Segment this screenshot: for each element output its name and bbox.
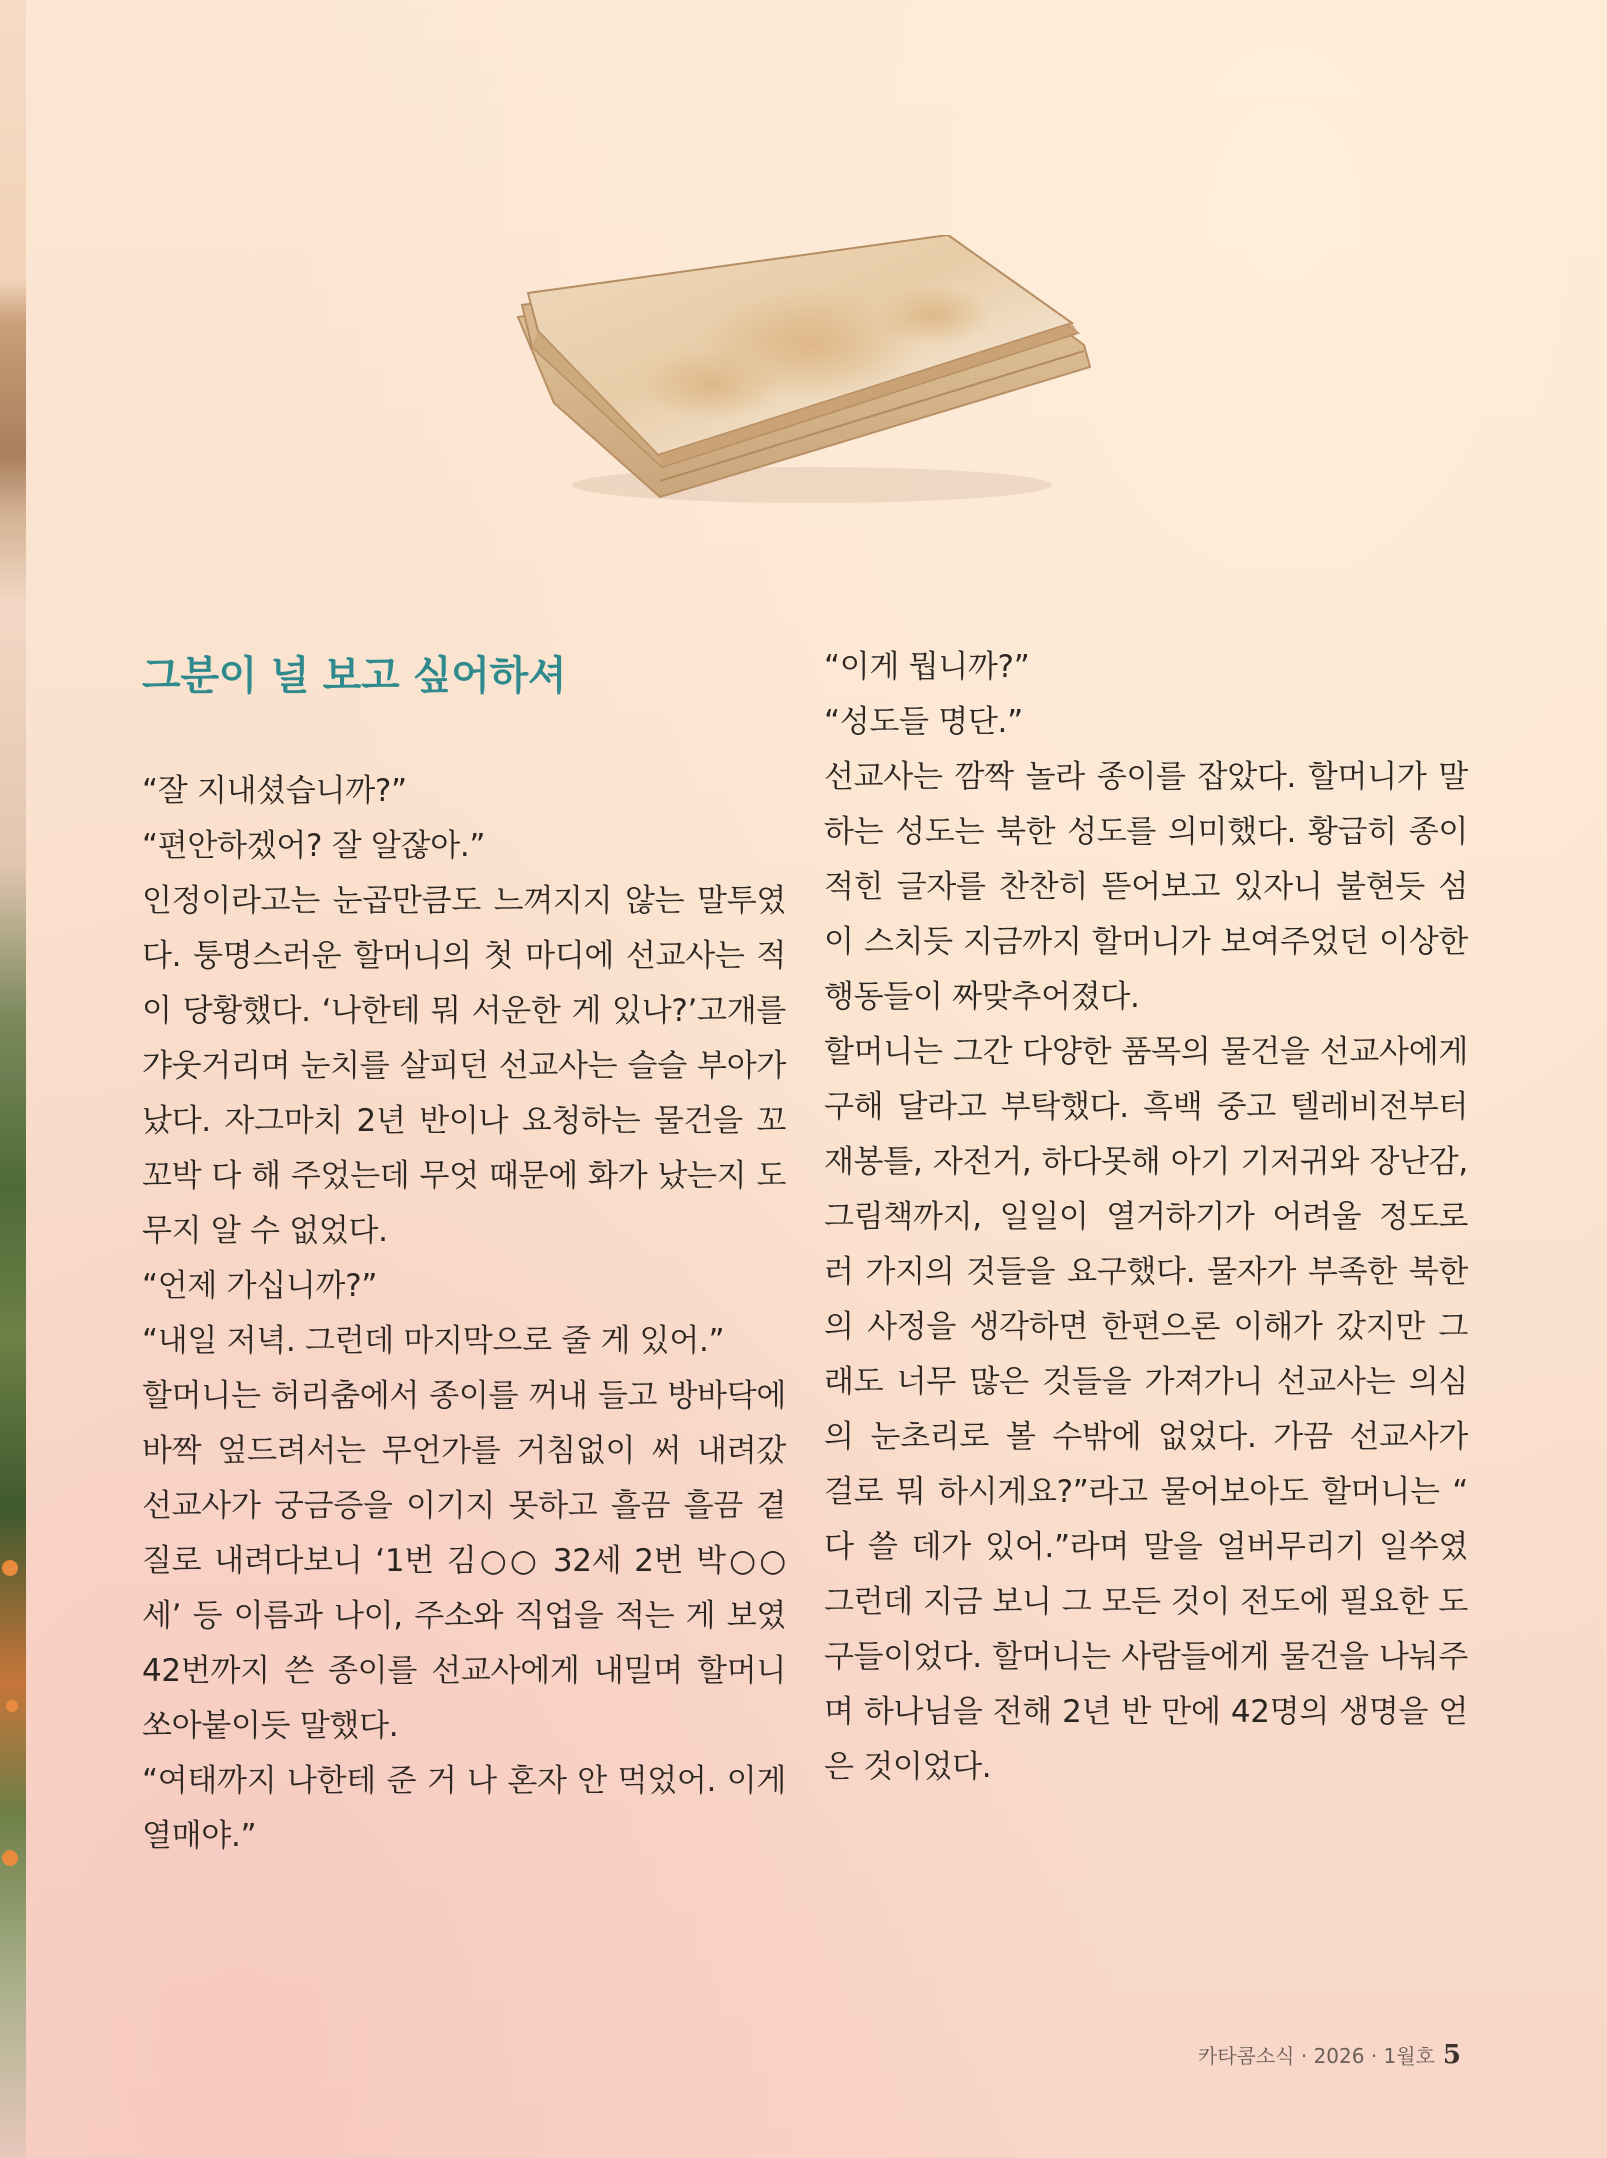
text-line: 의 눈초리로 볼 수밖에 없었다. 가끔 선교사가 xyxy=(824,1419,1468,1455)
page-number: 5 xyxy=(1442,2040,1461,2070)
text-line: “잘 지내셨습니까?” xyxy=(142,773,407,809)
text-line: 났다. 자그마치 2년 반이나 요청하는 물건을 꼬 xyxy=(142,1103,786,1139)
flower-decoration xyxy=(6,1700,18,1712)
text-line: 재봉틀, 자전거, 하다못해 아기 기저귀와 장난감, xyxy=(824,1144,1468,1180)
text-line: 갸웃거리며 눈치를 살피던 선교사는 슬슬 부아가 xyxy=(142,1048,786,1084)
text-line: 할머니는 그간 다양한 품목의 물건을 선교사에게 xyxy=(824,1034,1468,1070)
text-line: 구해 달라고 부탁했다. 흑백 중고 텔레비전부터 xyxy=(824,1089,1468,1125)
text-line: 그림책까지, 일일이 열거하기가 어려울 정도로 xyxy=(824,1199,1468,1235)
text-line: 은 것이었다. xyxy=(824,1749,992,1785)
text-line: 인정이라고는 눈곱만큼도 느껴지지 않는 말투였 xyxy=(142,883,786,919)
text-line: 세’ 등 이름과 나이, 주소와 직업을 적는 게 보였 xyxy=(142,1598,786,1634)
flower-decoration xyxy=(2,1560,18,1576)
left-column-body xyxy=(142,764,786,1864)
text-line: 다 쓸 데가 있어.”라며 말을 얼버무리기 일쑤였 xyxy=(824,1529,1468,1565)
text-line: 열매야.” xyxy=(142,1818,257,1854)
text-line: 적힌 글자를 찬찬히 뜯어보고 있자니 불현듯 섬 xyxy=(824,869,1468,905)
text-line: 래도 너무 많은 것들을 가져가니 선교사는 의심 xyxy=(824,1364,1468,1400)
text-line: “편안하겠어? 잘 알잖아.” xyxy=(142,828,486,864)
text-line: “여태까지 나한테 준 거 나 혼자 안 먹었어. 이게 xyxy=(142,1763,786,1799)
text-line: 42번까지 쓴 종이를 선교사에게 내밀며 할머니 xyxy=(142,1653,786,1689)
text-line: 의 사정을 생각하면 한편으론 이해가 갔지만 그 xyxy=(824,1309,1468,1345)
folded-paper-icon xyxy=(512,235,1092,515)
text-line: 질로 내려다보니 ‘1번 김○○ 32세 2번 박○○ xyxy=(142,1543,786,1579)
text-line: 하는 성도는 북한 성도를 의미했다. 황급히 종이 xyxy=(824,814,1468,850)
text-line: 며 하나님을 전해 2년 반 만에 42명의 생명을 얻 xyxy=(824,1694,1468,1730)
text-line: 걸로 뭐 하시게요?”라고 물어보아도 할머니는 “ xyxy=(824,1474,1468,1510)
left-column xyxy=(142,640,786,1864)
text-line: 할머니는 허리춤에서 종이를 꺼내 들고 방바닥에 xyxy=(142,1378,786,1414)
text-line: “내일 저녁. 그런데 마지막으로 줄 게 있어.” xyxy=(142,1323,725,1359)
text-line: 행동들이 짜맞추어졌다. xyxy=(824,979,1140,1015)
text-line: “성도들 명단.” xyxy=(824,704,1023,740)
text-line: 이 당황했다. ‘나한테 뭐 서운한 게 있나?’고개를 xyxy=(142,993,786,1029)
text-line: 구들이었다. 할머니는 사람들에게 물건을 나눠주 xyxy=(824,1639,1468,1675)
text-line: 선교사가 궁금증을 이기지 못하고 흘끔 흘끔 곁 xyxy=(142,1488,786,1524)
text-line: 이 스치듯 지금까지 할머니가 보여주었던 이상한 xyxy=(824,924,1468,960)
footer-publication: 카타콤소식 · 2026 · 1월호 xyxy=(1197,2044,1435,2068)
text-line: 선교사는 깜짝 놀라 종이를 잡았다. 할머니가 말 xyxy=(824,759,1468,795)
text-line: 다. 퉁명스러운 할머니의 첫 마디에 선교사는 적 xyxy=(142,938,786,974)
right-column-body xyxy=(824,640,1468,1795)
flower-decoration xyxy=(2,1850,18,1866)
text-line: 쏘아붙이듯 말했다. xyxy=(142,1708,399,1744)
text-line: 꼬박 다 해 주었는데 무엇 때문에 화가 났는지 도 xyxy=(142,1158,786,1194)
text-line: 그런데 지금 보니 그 모든 것이 전도에 필요한 도 xyxy=(824,1584,1468,1620)
right-column xyxy=(824,640,1468,1795)
left-edge-photo-strip xyxy=(0,0,26,2158)
folded-paper-illustration xyxy=(512,235,1092,515)
text-line: “언제 가십니까?” xyxy=(142,1268,378,1304)
page-footer xyxy=(1198,2040,1461,2070)
text-line: 무지 알 수 없었다. xyxy=(142,1213,388,1249)
text-line: 러 가지의 것들을 요구했다. 물자가 부족한 북한 xyxy=(824,1254,1468,1290)
section-heading: 그분이 널 보고 싶어하셔 xyxy=(142,653,567,699)
text-line: 바짝 엎드려서는 무언가를 거침없이 써 내려갔 xyxy=(142,1433,786,1469)
text-line: “이게 뭡니까?” xyxy=(824,649,1030,685)
